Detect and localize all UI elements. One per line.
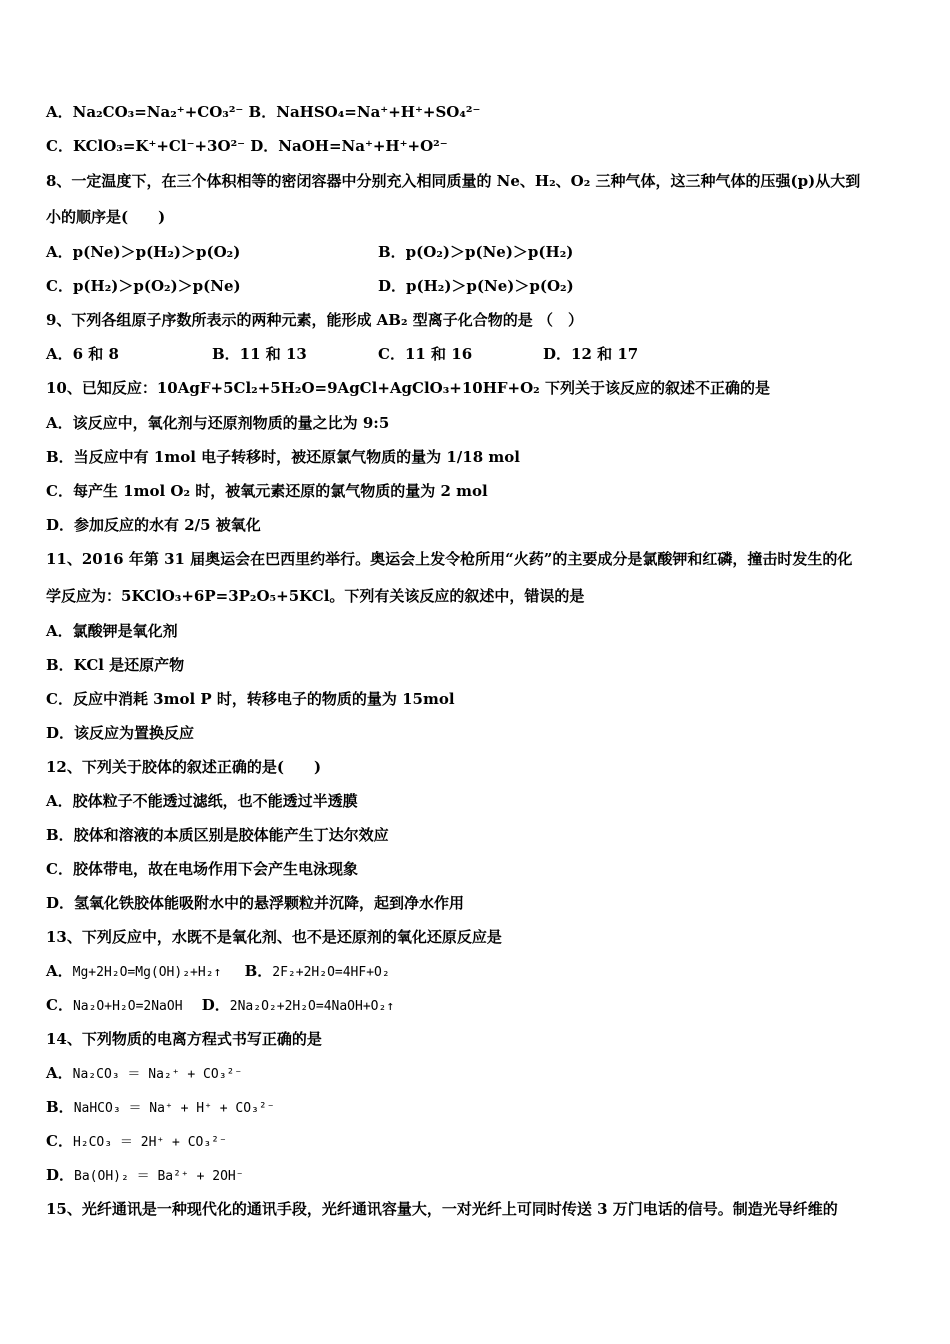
- q13-option-d-equation: 2Na₂O₂+2H₂O=4NaOH+O₂↑: [229, 999, 395, 1014]
- q9-stem: 9、下列各组原子序数所表示的两种元素，能形成 AB₂ 型离子化合物的是 （ ）: [46, 311, 583, 329]
- q12-option-a: A．胶体粒子不能透过滤纸，也不能透过半透膜: [46, 792, 358, 810]
- q14-option-c-equation: H₂CO₃ ＝ 2H⁺ + CO₃²⁻: [72, 1135, 227, 1150]
- q8-option-c: C．p(H₂)＞p(O₂)＞p(Ne): [46, 277, 241, 295]
- q11-option-a: A．氯酸钾是氧化剂: [46, 622, 178, 640]
- q12-option-c: C．胶体带电，故在电场作用下会产生电泳现象: [46, 860, 358, 878]
- q14-option-a-equation: Na₂CO₃ ＝ Na₂⁺ + CO₃²⁻: [72, 1067, 243, 1082]
- q10-option-a: A．该反应中，氧化剂与还原剂物质的量之比为 9:5: [46, 414, 390, 432]
- q9-option-d: D．12 和 17: [543, 345, 639, 363]
- q11-stem-line2: 学反应为：5KClO₃+6P=3P₂O₅+5KCl。下列有关该反应的叙述中，错误的是: [46, 587, 585, 605]
- q11-option-d: D．该反应为置换反应: [46, 724, 195, 742]
- q13-option-a-label: A．: [46, 962, 73, 980]
- q7-options-cd: C．KClO₃=K⁺+Cl⁻+3O²⁻ D．NaOH=Na⁺+H⁺+O²⁻: [46, 137, 448, 155]
- q13-option-c-label: C．: [46, 996, 73, 1014]
- q13-option-b-equation: 2F₂+2H₂O=4HF+O₂: [272, 965, 390, 980]
- q11-option-c: C．反应中消耗 3mol P 时，转移电子的物质的量为 15mol: [46, 690, 455, 708]
- q14-stem: 14、下列物质的电离方程式书写正确的是: [46, 1030, 322, 1048]
- q8-option-b: B．p(O₂)＞p(Ne)＞p(H₂): [378, 243, 574, 261]
- q14-option-a: [46, 1063, 242, 1085]
- q8-stem-line2: 小的顺序是( ): [46, 208, 166, 226]
- q9-option-a: A．6 和 8: [46, 345, 119, 363]
- q10-option-b: B．当反应中有 1mol 电子转移时，被还原氯气物质的量为 1/18 mol: [46, 448, 520, 466]
- q14-option-b-label: B．: [46, 1098, 74, 1116]
- q8-option-a: A．p(Ne)＞p(H₂)＞p(O₂): [46, 243, 241, 261]
- q14-option-d-equation: Ba(OH)₂ ＝ Ba²⁺ + 2OH⁻: [74, 1169, 244, 1184]
- q12-stem: 12、下列关于胶体的叙述正确的是( ): [46, 758, 322, 776]
- q8-option-d: D．p(H₂)＞p(Ne)＞p(O₂): [378, 277, 574, 295]
- q14-option-d-label: D．: [46, 1166, 75, 1184]
- q14-option-a-label: A．: [46, 1064, 73, 1082]
- q15-stem-line1: 15、光纤通讯是一种现代化的通讯手段，光纤通讯容量大，一对光纤上可同时传送 3 万门电话的信号。制造光导纤维的: [46, 1200, 838, 1218]
- q13-option-b-label: B．: [244, 962, 273, 980]
- q9-option-c: C．11 和 16: [378, 345, 473, 363]
- q13-stem: 13、下列反应中，水既不是氧化剂、也不是还原剂的氧化还原反应是: [46, 928, 502, 946]
- q14-option-d: [46, 1165, 244, 1187]
- q13-options-ab: [46, 961, 390, 983]
- q13-option-c-equation: Na₂O+H₂O=2NaOH: [72, 999, 183, 1014]
- q14-option-c: [46, 1131, 227, 1153]
- q14-option-b-equation: NaHCO₃ ＝ Na⁺ + H⁺ + CO₃²⁻: [73, 1101, 275, 1116]
- q13-option-d-label: D．: [201, 996, 230, 1014]
- q9-option-b: B．11 和 13: [212, 345, 307, 363]
- q11-option-b: B．KCl 是还原产物: [46, 656, 185, 674]
- q12-option-b: B．胶体和溶液的本质区别是胶体能产生丁达尔效应: [46, 826, 389, 844]
- q10-option-c: C．每产生 1mol O₂ 时，被氧元素还原的氯气物质的量为 2 mol: [46, 482, 488, 500]
- q11-stem-line1: 11、2016 年第 31 届奥运会在巴西里约举行。奥运会上发令枪所用“火药”的主要成分是氯酸钾和红磷，撞击时发生的化: [46, 550, 853, 568]
- q7-options-ab: A．Na₂CO₃=Na₂⁺+CO₃²⁻ B．NaHSO₄=Na⁺+H⁺+SO₄²⁻: [46, 103, 481, 121]
- q13-options-cd: [46, 995, 394, 1017]
- q8-stem-line1: 8、一定温度下，在三个体积相等的密闭容器中分别充入相同质量的 Ne、H₂、O₂ 三种气体，这三种气体的压强(p)从大到: [46, 172, 861, 190]
- q13-option-a-equation: Mg+2H₂O=Mg(OH)₂+H₂↑: [72, 965, 222, 980]
- q10-stem: 10、已知反应：10AgF+5Cl₂+5H₂O=9AgCl+AgClO₃+10HF+O₂ 下列关于该反应的叙述不正确的是: [46, 379, 770, 397]
- q14-option-c-label: C．: [46, 1132, 73, 1150]
- q10-option-d: D．参加反应的水有 2/5 被氧化: [46, 516, 261, 534]
- q12-option-d: D．氢氧化铁胶体能吸附水中的悬浮颗粒并沉降，起到净水作用: [46, 894, 465, 912]
- q14-option-b: [46, 1097, 275, 1119]
